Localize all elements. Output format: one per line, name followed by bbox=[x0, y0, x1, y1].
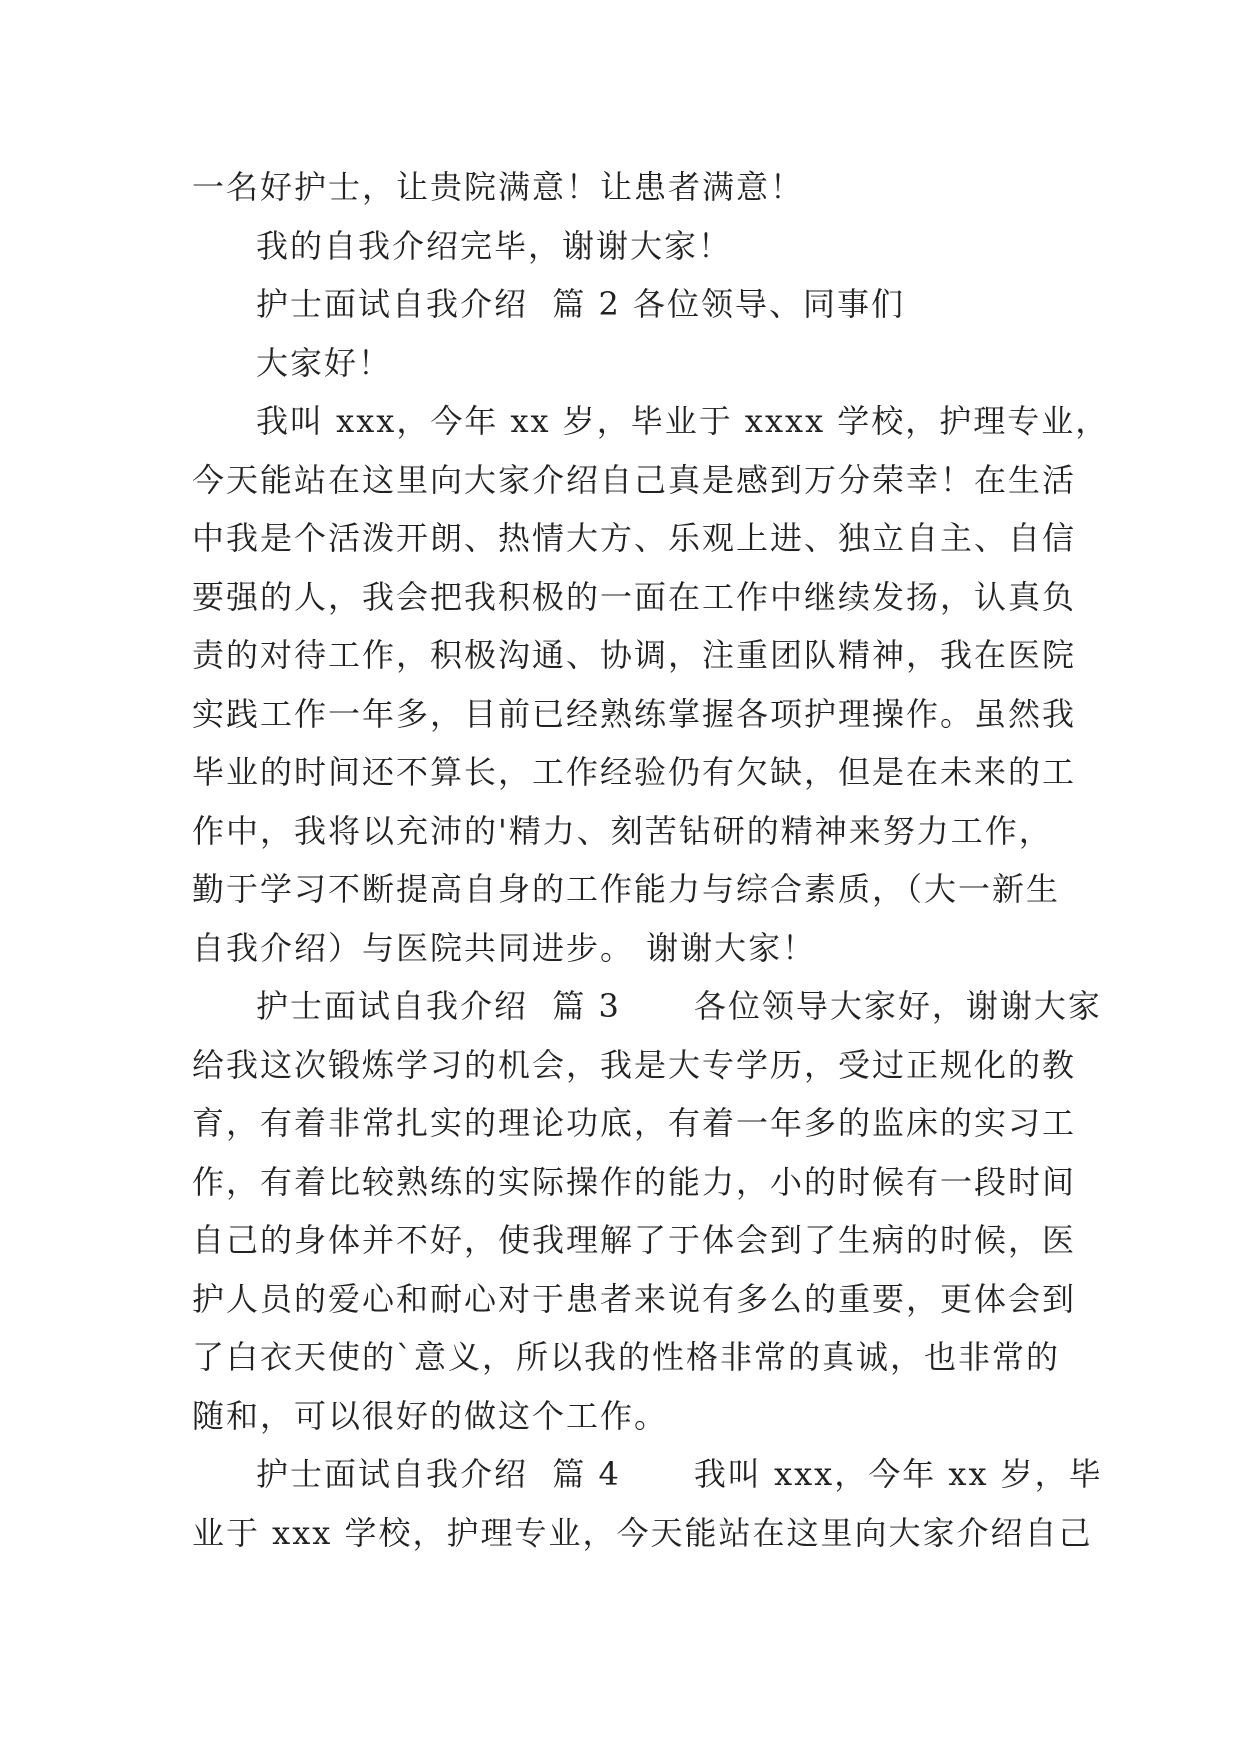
text-line: 毕业的时间还不算长，工作经验仍有欠缺，但是在未来的工 bbox=[192, 753, 1077, 791]
text-line: 了白衣天使的`意义，所以我的性格非常的真诚，也非常的 bbox=[192, 1338, 1061, 1376]
text-line: 大家好！ bbox=[256, 343, 393, 382]
text-line: 责的对待工作，积极沟通、协调，注重团队精神，我在医院 bbox=[192, 636, 1077, 674]
text-line: 随和，可以很好的做这个工作。 bbox=[192, 1396, 669, 1435]
text-line: 我叫 xxx，今年 xx 岁，毕业于 xxxx 学校，护理专业， bbox=[256, 402, 1110, 440]
text-line: 作中，我将以充沛的'精力、刻苦钻研的精神来努力工作， bbox=[192, 811, 1053, 850]
text-line: 育，有着非常扎实的理论功底，有着一年多的监床的实习工 bbox=[192, 1104, 1077, 1142]
text-line: 今天能站在这里向大家介绍自己真是感到万分荣幸！在生活 bbox=[192, 460, 1077, 499]
text-line: 给我这次锻炼学习的机会，我是大专学历，受过正规化的教 bbox=[192, 1045, 1077, 1084]
text-line: 护人员的爱心和耐心对于患者来说有多么的重要，更体会到 bbox=[192, 1279, 1077, 1318]
text-line: 一名好护士，让贵院满意！让患者满意！ bbox=[192, 168, 805, 206]
text-line: 自我介绍）与医院共同进步。 谢谢大家！ bbox=[192, 928, 817, 967]
text-line: 要强的人，我会把我积极的一面在工作中继续发扬，认真负 bbox=[192, 577, 1077, 616]
section-heading-3: 护士面试自我介绍 篇 3 各位领导大家好，谢谢大家 bbox=[256, 987, 1102, 1025]
text-line: 实践工作一年多，目前已经熟练掌握各项护理操作。虽然我 bbox=[192, 694, 1077, 733]
text-line: 作，有着比较熟练的实际操作的能力，小的时候有一段时间 bbox=[192, 1162, 1077, 1201]
section-heading-2: 护士面试自我介绍 篇 2 各位领导、同事们 bbox=[256, 285, 906, 323]
section-heading-4: 护士面试自我介绍 篇 4 我叫 xxx，今年 xx 岁，毕 bbox=[256, 1455, 1103, 1493]
document-body bbox=[192, 158, 1110, 1562]
text-line: 我的自我介绍完毕，谢谢大家！ bbox=[256, 226, 733, 265]
text-line: 勤于学习不断提高自身的工作能力与综合素质，（大一新生 bbox=[192, 870, 1061, 908]
text-line: 自己的身体并不好，使我理解了于体会到了生病的时候，医 bbox=[192, 1221, 1077, 1259]
text-line: 业于 xxx 学校，护理专业，今天能站在这里向大家介绍自己 bbox=[192, 1513, 1093, 1552]
text-line: 中我是个活泼开朗、热情大方、乐观上进、独立自主、自信 bbox=[192, 519, 1077, 557]
